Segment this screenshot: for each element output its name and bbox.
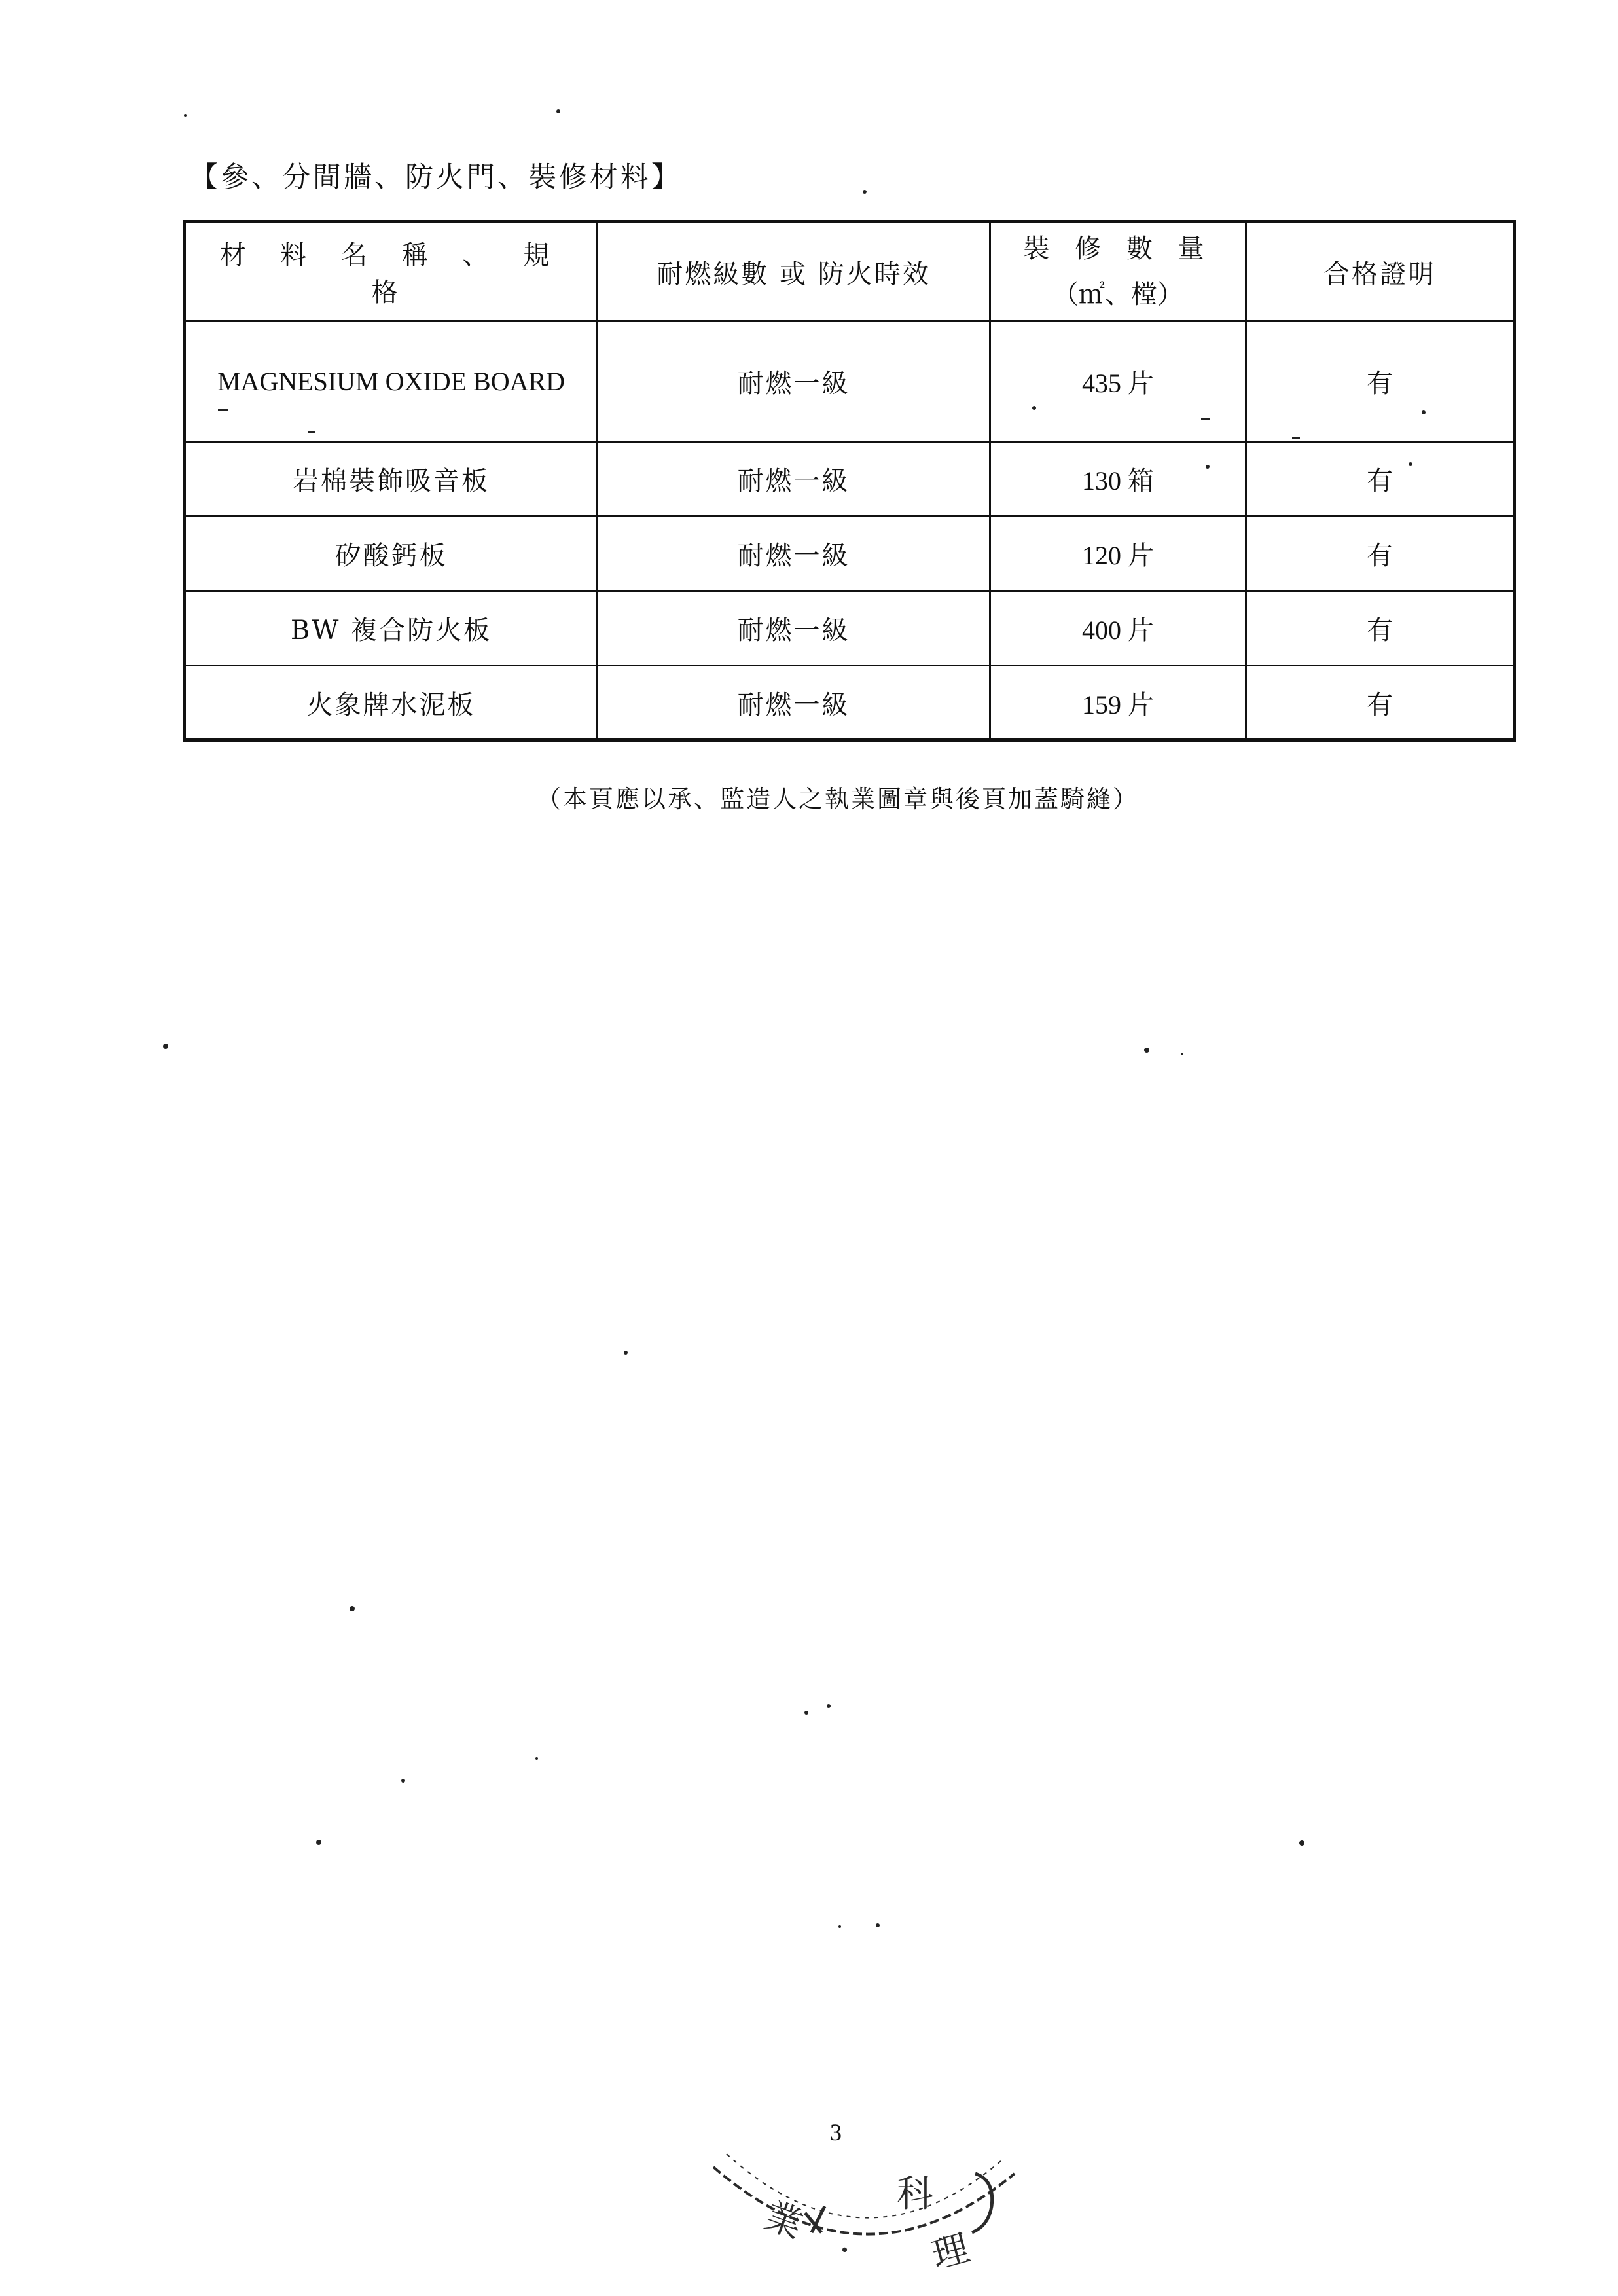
header-quantity	[990, 222, 1246, 321]
certificate-cell: 有	[1246, 591, 1515, 666]
header-quantity-unit: （㎡、樘）	[1052, 280, 1183, 310]
page-number: 3	[830, 2119, 842, 2145]
seam-stamp-note: （本頁應以承、監造人之執業圖章與後頁加蓋騎縫）	[537, 785, 1139, 813]
svg-text:·: ·	[836, 2229, 853, 2272]
material-name-cell: 矽酸鈣板	[185, 517, 598, 591]
section-heading: 【參、分間牆、防火門、裝修材料】	[190, 161, 682, 194]
table-row	[185, 666, 1515, 740]
header-fire-rating: 耐燃級數 或 防火時效	[598, 222, 990, 321]
certificate-cell: 有	[1246, 517, 1515, 591]
fire-rating-cell: 耐燃一級	[598, 591, 990, 666]
material-name-cell: MAGNESIUM OXIDE BOARD	[185, 321, 598, 442]
table-header-row	[185, 222, 1515, 321]
seam-seal-stamp-icon	[700, 2128, 1028, 2296]
quantity-cell: 130 箱	[990, 442, 1246, 517]
certificate-cell: 有	[1246, 321, 1515, 442]
fire-rating-cell: 耐燃一級	[598, 321, 990, 442]
svg-text:理: 理	[927, 2227, 974, 2278]
quantity-cell: 120 片	[990, 517, 1246, 591]
table-row	[185, 591, 1515, 666]
table-row	[185, 442, 1515, 517]
certificate-cell: 有	[1246, 442, 1515, 517]
fire-rating-cell: 耐燃一級	[598, 442, 990, 517]
fire-rating-cell: 耐燃一級	[598, 666, 990, 740]
svg-text:業: 業	[759, 2195, 809, 2248]
fire-rating-cell: 耐燃一級	[598, 517, 990, 591]
quantity-cell: 159 片	[990, 666, 1246, 740]
table-row	[185, 321, 1515, 442]
quantity-cell: 400 片	[990, 591, 1246, 666]
certificate-cell: 有	[1246, 666, 1515, 740]
material-name-cell: 岩棉裝飾吸音板	[185, 442, 598, 517]
materials-table	[183, 220, 1516, 742]
material-name-cell: 火象牌水泥板	[185, 666, 598, 740]
quantity-cell: 435 片	[990, 321, 1246, 442]
header-material-name: 材 料 名 稱 、 規 格	[185, 222, 598, 321]
table-row	[185, 517, 1515, 591]
svg-text:科: 科	[897, 2173, 933, 2215]
header-certificate: 合格證明	[1246, 222, 1515, 321]
header-quantity-label: 裝 修 數 量	[1023, 234, 1213, 264]
material-name-cell: BW 複合防火板	[185, 591, 598, 666]
